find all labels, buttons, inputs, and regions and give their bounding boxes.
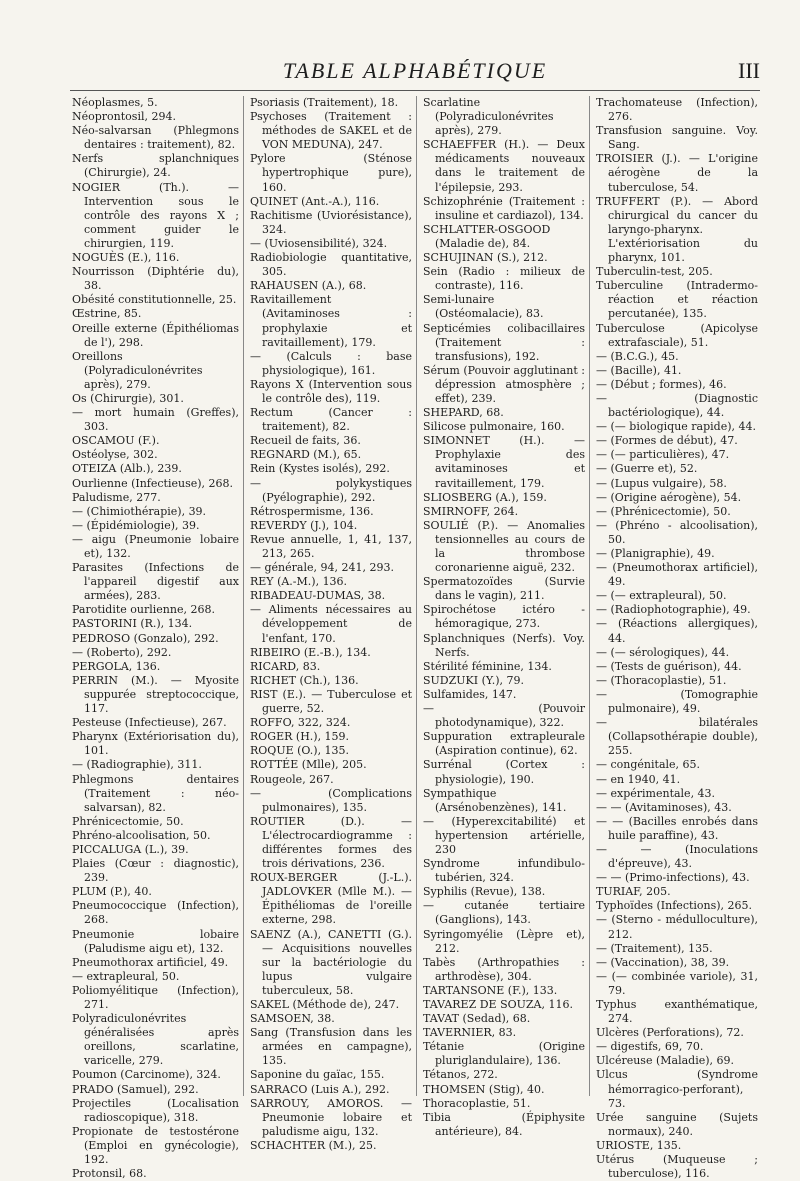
- index-entry: Propionate de testostérone (Emploi en gynécologie), 192.: [72, 1124, 239, 1167]
- index-entry: TAVAT (Sedad), 68.: [423, 1012, 531, 1026]
- index-entry: Poumon (Carcinome), 324.: [72, 1068, 221, 1082]
- index-entry: — (Calculs : base physiologique), 161.: [250, 349, 412, 377]
- index-entry: Rougeole, 267.: [250, 772, 334, 786]
- index-entry: SAENZ (A.), CANETTI (G.). — Acquisitions nouvelles sur la bactériologie du lupus vulgaire tuberculeux, 58.: [250, 927, 412, 997]
- index-entry: Rayons X (Intervention sous le contrôle des), 119.: [250, 377, 412, 405]
- index-entry: Pharynx (Extériorisation du), 101.: [72, 730, 239, 758]
- index-entry: ROUTIER (D.). — L'électrocardiogramme : différentes formes des trois dérivations, 236.: [250, 814, 412, 871]
- index-entry: RICHET (Ch.), 136.: [250, 673, 359, 687]
- index-entry: Ravitaillement (Avitaminoses : prophylaxie et ravitaillement), 179.: [250, 293, 412, 349]
- index-entry: Tibia (Épiphysite antérieure), 84.: [423, 1110, 585, 1138]
- index-entry: — extrapleural, 50.: [72, 969, 180, 983]
- index-entry: Psychoses (Traitement : méthodes de SAKEL et de VON MEDUNA), 247.: [250, 110, 412, 152]
- index-entry: Os (Chirurgie), 301.: [72, 391, 184, 405]
- page-number: III: [738, 58, 760, 83]
- index-entry: Revue annuelle, 1, 41, 137, 213, 265.: [250, 532, 412, 560]
- index-entry: — (Planigraphie), 49.: [596, 547, 715, 560]
- index-entry: Saponine du gaïac, 155.: [250, 1068, 385, 1082]
- index-entry: Nerfs splanchniques (Chirurgie), 24.: [72, 152, 239, 180]
- index-entry: SARROUY, AMOROS. — Pneumonie lobaire et paludisme aigu, 132.: [250, 1096, 412, 1138]
- index-entry: Projectiles (Localisation radioscopique), 318.: [72, 1096, 239, 1124]
- index-entry: OSCAMOU (F.).: [72, 434, 160, 448]
- index-entry: Tétanie (Origine pluriglandulaire), 136.: [423, 1040, 585, 1068]
- index-entry: SCHAEFFER (H.). — Deux médicaments nouveaux dans le traitement de l'épilepsie, 293.: [423, 138, 585, 194]
- index-entry: Silicose pulmonaire, 160.: [423, 420, 565, 434]
- index-entry: Psoriasis (Traitement), 18.: [250, 96, 399, 109]
- index-entry: Ulcères (Perforations), 72.: [596, 1026, 744, 1040]
- index-entry: — générale, 94, 241, 293.: [250, 561, 394, 575]
- index-entry: Typhus exanthématique, 274.: [596, 998, 758, 1026]
- index-entry: — (Origine aérogène), 54.: [596, 490, 742, 504]
- index-entry: — (— combinée variole), 31, 79.: [596, 969, 758, 997]
- index-entry: — (Thoracoplastie), 51.: [596, 673, 727, 687]
- index-entry: Scarlatine (Polyradiculonévrites après), 279.: [423, 96, 554, 138]
- index-entry: Néoprontosil, 294.: [72, 110, 176, 124]
- index-entry: NOGUÈS (E.), 116.: [72, 251, 180, 265]
- index-entry: — (B.C.G.), 45.: [596, 349, 679, 363]
- index-entry: — congénitale, 65.: [596, 758, 701, 772]
- index-entry: NOGIER (Th.). — Intervention sous le contrôle des rayons X ; comment guider le chirurgien, 119.: [72, 180, 239, 250]
- index-entry: — (Pouvoir photodynamique), 322.: [423, 702, 585, 730]
- index-entry: Rachitisme (Uviorésistance), 324.: [250, 208, 412, 236]
- index-entry: OTEIZA (Alb.), 239.: [72, 462, 182, 476]
- index-entry: RIBEIRO (E.-B.), 134.: [250, 645, 371, 659]
- index-entry: Phlegmons dentaires (Traitement : néo-salvarsan), 82.: [72, 772, 239, 814]
- index-entry: Parasites (Infections de l'appareil digestif aux armées), 283.: [72, 561, 239, 603]
- index-entry: Oreille externe (Épithéliomas de l'), 298.: [72, 321, 239, 349]
- index-entry: — (Épidémiologie), 39.: [72, 518, 200, 532]
- index-entry: Tuberculose (Apicolyse extrafasciale), 51.: [596, 321, 758, 349]
- index-entry: Schizophrénie (Traitement : insuline et cardiazol), 134.: [423, 194, 585, 222]
- index-entry: TAVERNIER, 83.: [423, 1026, 517, 1040]
- index-entry: PASTORINI (R.), 134.: [72, 617, 193, 631]
- index-entry: — polykystiques (Pyélographie), 292.: [250, 476, 412, 504]
- index-entry: — (Réactions allergiques), 44.: [596, 617, 758, 645]
- index-entry: — (Bacille), 41.: [596, 363, 682, 377]
- index-entry: — (Tomographie pulmonaire), 49.: [596, 687, 758, 716]
- index-entry: — (Sterno - médulloculture), 212.: [596, 913, 758, 941]
- index-entry: RICARD, 83.: [250, 659, 321, 673]
- index-entry: Rétrospermisme, 136.: [250, 504, 374, 518]
- index-entry: — (Pneumothorax artificiel), 49.: [596, 561, 758, 589]
- index-entry: PICCALUGA (L.), 39.: [72, 842, 189, 856]
- index-entry: SAMSOEN, 38.: [250, 1012, 335, 1026]
- index-entry: — (Début ; formes), 46.: [596, 377, 727, 391]
- index-entry: Sérum (Pouvoir agglutinant : dépression atmosphère ; effet), 239.: [423, 363, 585, 405]
- index-entry: Obésité constitutionnelle, 25.: [72, 293, 237, 307]
- index-entry: Transfusion sanguine. Voy. Sang.: [596, 124, 758, 152]
- index-entry: Ourlienne (Infectieuse), 268.: [72, 476, 234, 490]
- index-entry: Thoracoplastie, 51.: [423, 1096, 531, 1110]
- index-entry: — (— particulières), 47.: [596, 448, 730, 462]
- index-entry: — expérimentale, 43.: [596, 786, 716, 800]
- index-entry: — — (Inoculations d'épreuve), 43.: [596, 842, 758, 871]
- index-column-1: [70, 96, 243, 1181]
- index-entry: — (Radiophotographie), 49.: [596, 603, 751, 617]
- index-entry: — — (Primo-infections), 43.: [596, 871, 750, 885]
- index-columns: [70, 96, 762, 1181]
- index-entry: Suppuration extrapleurale (Aspiration continue), 62.: [423, 730, 585, 758]
- index-entry: Sulfamides, 147.: [423, 687, 517, 701]
- index-entry: Spirochétose ictéro - hémoragique, 273.: [423, 603, 585, 631]
- index-entry: SUDZUKI (Y.), 79.: [423, 673, 525, 687]
- index-entry: SARRACO (Luis A.), 292.: [250, 1082, 390, 1096]
- index-entry: Pylore (Sténose hypertrophique pure), 160.: [250, 152, 412, 194]
- index-entry: REVERDY (J.), 104.: [250, 518, 358, 532]
- index-entry: — (Uviosensibilité), 324.: [250, 236, 388, 250]
- index-entry: Néoplasmes, 5.: [72, 96, 158, 109]
- index-entry: — bilatérales (Collapsothérapie double), 255.: [596, 716, 758, 758]
- index-entry: — (Formes de début), 47.: [596, 434, 738, 448]
- index-entry: Pneumothorax artificiel, 49.: [72, 955, 229, 969]
- index-entry: Phrénicectomie, 50.: [72, 814, 184, 828]
- index-entry: — — (Bacilles enrobés dans huile paraffine), 43.: [596, 814, 758, 842]
- index-entry: Stérilité féminine, 134.: [423, 659, 552, 673]
- index-entry: ROUX-BERGER (J.-L.). JADLOVKER (Mlle M.). — Épithéliomas de l'oreille externe, 298.: [250, 871, 412, 927]
- index-entry: Ulcus (Syndrome hémorragico-perforant), 73.: [596, 1068, 758, 1110]
- index-entry: — cutanée tertiaire (Ganglions), 143.: [423, 899, 585, 927]
- index-entry: TRUFFERT (P.). — Abord chirurgical du cancer du laryngo-pharynx. L'extériorisation du pharynx, 101.: [596, 194, 758, 265]
- index-entry: — (Radiographie), 311.: [72, 758, 202, 772]
- index-entry: QUINET (Ant.-A.), 116.: [250, 194, 380, 208]
- index-entry: Splanchniques (Nerfs). Voy. Nerfs.: [423, 631, 585, 659]
- index-entry: REGNARD (M.), 65.: [250, 448, 362, 462]
- index-entry: — — (Avitaminoses), 43.: [596, 800, 732, 814]
- index-entry: — mort humain (Greffes), 303.: [72, 406, 239, 434]
- index-entry: — (Phréno - alcoolisation), 50.: [596, 518, 758, 546]
- index-entry: Nourrisson (Diphtérie du), 38.: [72, 265, 239, 293]
- index-entry: ROTTÉE (Mlle), 205.: [250, 758, 367, 772]
- index-entry: — Aliments nécessaires au développement de l'enfant, 170.: [250, 603, 412, 645]
- index-entry: — (Roberto), 292.: [72, 645, 172, 659]
- index-entry: — en 1940, 41.: [596, 772, 681, 786]
- index-entry: Œstrine, 85.: [72, 307, 142, 321]
- index-entry: Pesteuse (Infectieuse), 267.: [72, 716, 227, 730]
- index-entry: Septicémies colibacillaires (Traitement : transfusions), 192.: [423, 321, 585, 363]
- index-entry: — (Tests de guérison), 44.: [596, 659, 742, 673]
- index-entry: — (— extrapleural), 50.: [596, 589, 727, 603]
- index-entry: Utérus (Muqueuse ; tuberculose), 116.: [596, 1153, 758, 1181]
- index-entry: SAKEL (Méthode de), 247.: [250, 998, 400, 1011]
- index-entry: SIMONNET (H.). — Prophylaxie des avitaminoses et ravitaillement, 179.: [423, 434, 585, 490]
- page-header: [70, 56, 760, 91]
- index-entry: Protonsil, 68.: [72, 1167, 147, 1181]
- index-entry: — (Complications pulmonaires), 135.: [250, 786, 412, 814]
- index-entry: RIBADEAU-DUMAS, 38.: [250, 589, 386, 603]
- index-entry: PRADO (Samuel), 292.: [72, 1082, 199, 1096]
- index-entry: Pneumonie lobaire (Paludisme aigu et), 132.: [72, 927, 239, 955]
- index-entry: Paludisme, 277.: [72, 490, 161, 504]
- index-entry: — (Vaccination), 38, 39.: [596, 955, 730, 969]
- index-entry: PERGOLA, 136.: [72, 659, 161, 673]
- index-entry: Ostéolyse, 302.: [72, 448, 158, 462]
- index-entry: SCHUJINAN (S.), 212.: [423, 251, 548, 265]
- index-entry: TAVAREZ DE SOUZA, 116.: [423, 998, 573, 1011]
- index-entry: TURIAF, 205.: [596, 885, 671, 899]
- index-entry: RIST (E.). — Tuberculose et guerre, 52.: [250, 687, 412, 716]
- index-entry: Recueil de faits, 36.: [250, 434, 361, 448]
- index-entry: Syringomyélie (Lèpre et), 212.: [423, 927, 585, 955]
- index-entry: Semi-lunaire (Ostéomalacie), 83.: [423, 293, 544, 321]
- index-entry: Sang (Transfusion dans les armées en campagne), 135.: [250, 1026, 412, 1068]
- index-entry: Oreillons (Polyradiculonévrites après), 279.: [72, 349, 203, 391]
- index-entry: RAHAUSEN (A.), 68.: [250, 279, 367, 293]
- index-entry: Urée sanguine (Sujets normaux), 240.: [596, 1110, 758, 1138]
- index-entry: Parotidite ourlienne, 268.: [72, 603, 215, 617]
- index-entry: SHEPARD, 68.: [423, 406, 504, 420]
- index-entry: Sein (Radio : milieux de contraste), 116.: [423, 265, 585, 293]
- index-entry: TARTANSONE (F.), 133.: [423, 983, 558, 997]
- index-entry: — (Diagnostic bactériologique), 44.: [596, 391, 758, 420]
- index-entry: Rein (Kystes isolés), 292.: [250, 462, 390, 476]
- index-entry: — (Lupus vulgaire), 58.: [596, 476, 727, 490]
- index-entry: SLIOSBERG (A.), 159.: [423, 490, 547, 504]
- index-entry: — digestifs, 69, 70.: [596, 1040, 704, 1054]
- index-entry: Tuberculine (Intradermo-réaction et réaction percutanée), 135.: [596, 279, 758, 321]
- index-entry: ROGER (H.), 159.: [250, 730, 350, 744]
- index-column-4: [589, 96, 762, 1181]
- index-entry: SOULIÉ (P.). — Anomalies tensionnelles au cours de la thrombose coronarienne aiguë, 232.: [423, 518, 585, 575]
- index-entry: — (— biologique rapide), 44.: [596, 420, 757, 434]
- index-entry: Surrénal (Cortex : physiologie), 190.: [423, 758, 585, 786]
- index-entry: Pneumococcique (Infection), 268.: [72, 899, 239, 927]
- index-entry: Polyradiculonévrites généralisées après oreillons, scarlatine, varicelle, 279.: [72, 1012, 239, 1068]
- index-entry: — aigu (Pneumonie lobaire et), 132.: [72, 532, 239, 560]
- index-entry: Poliomyélitique (Infection), 271.: [72, 983, 239, 1011]
- index-entry: — (Hyperexcitabilité) et hypertension artérielle, 230: [423, 814, 585, 856]
- index-entry: Ulcéreuse (Maladie), 69.: [596, 1054, 734, 1068]
- index-entry: Syndrome infundibulo-tubérien, 324.: [423, 857, 585, 885]
- index-entry: SCHACHTER (M.), 25.: [250, 1138, 377, 1152]
- index-entry: — (Phrénicectomie), 50.: [596, 504, 731, 518]
- index-entry: — (— sérologiques), 44.: [596, 645, 730, 659]
- index-entry: SCHLATTER-OSGOOD (Maladie de), 84.: [423, 222, 551, 250]
- index-entry: Phréno-alcoolisation, 50.: [72, 828, 211, 842]
- index-entry: Spermatozoïdes (Survie dans le vagin), 211.: [423, 575, 585, 603]
- index-entry: Tuberculin-test, 205.: [596, 265, 713, 279]
- index-entry: REY (A.-M.), 136.: [250, 575, 348, 589]
- index-column-2: [243, 96, 416, 1152]
- index-entry: Radiobiologie quantitative, 305.: [250, 251, 412, 279]
- index-entry: SMIRNOFF, 264.: [423, 504, 519, 518]
- index-entry: Tétanos, 272.: [423, 1068, 498, 1082]
- index-entry: PEDROSO (Gonzalo), 292.: [72, 631, 219, 645]
- index-entry: PERRIN (M.). — Myosite suppurée streptococcique, 117.: [72, 673, 239, 716]
- index-entry: Typhoïdes (Infections), 265.: [596, 899, 753, 913]
- index-entry: ROQUE (O.), 135.: [250, 744, 350, 758]
- index-entry: Syphilis (Revue), 138.: [423, 885, 546, 899]
- index-entry: Néo-salvarsan (Phlegmons dentaires : traitement), 82.: [72, 124, 239, 152]
- index-entry: TROISIER (J.). — L'origine aérogène de la tuberculose, 54.: [596, 152, 758, 194]
- index-entry: Tabès (Arthropathies : arthrodèse), 304.: [423, 955, 585, 983]
- index-entry: — (Traitement), 135.: [596, 941, 713, 955]
- index-entry: Trachomateuse (Infection), 276.: [596, 96, 758, 124]
- index-entry: THOMSEN (Stig), 40.: [423, 1082, 545, 1096]
- index-entry: Rectum (Cancer : traitement), 82.: [250, 406, 412, 434]
- index-entry: — (Guerre et), 52.: [596, 462, 698, 476]
- page-title: TABLE ALPHABÉTIQUE: [282, 58, 548, 83]
- index-entry: Sympathique (Arsénobenzènes), 141.: [423, 786, 567, 814]
- index-entry: URIOSTE, 135.: [596, 1138, 682, 1152]
- index-entry: ROFFO, 322, 324.: [250, 716, 351, 730]
- index-entry: PLUM (P.), 40.: [72, 885, 152, 899]
- index-column-3: [416, 96, 589, 1138]
- index-entry: — (Chimiothérapie), 39.: [72, 504, 207, 518]
- index-entry: Plaies (Cœur : diagnostic), 239.: [72, 857, 239, 885]
